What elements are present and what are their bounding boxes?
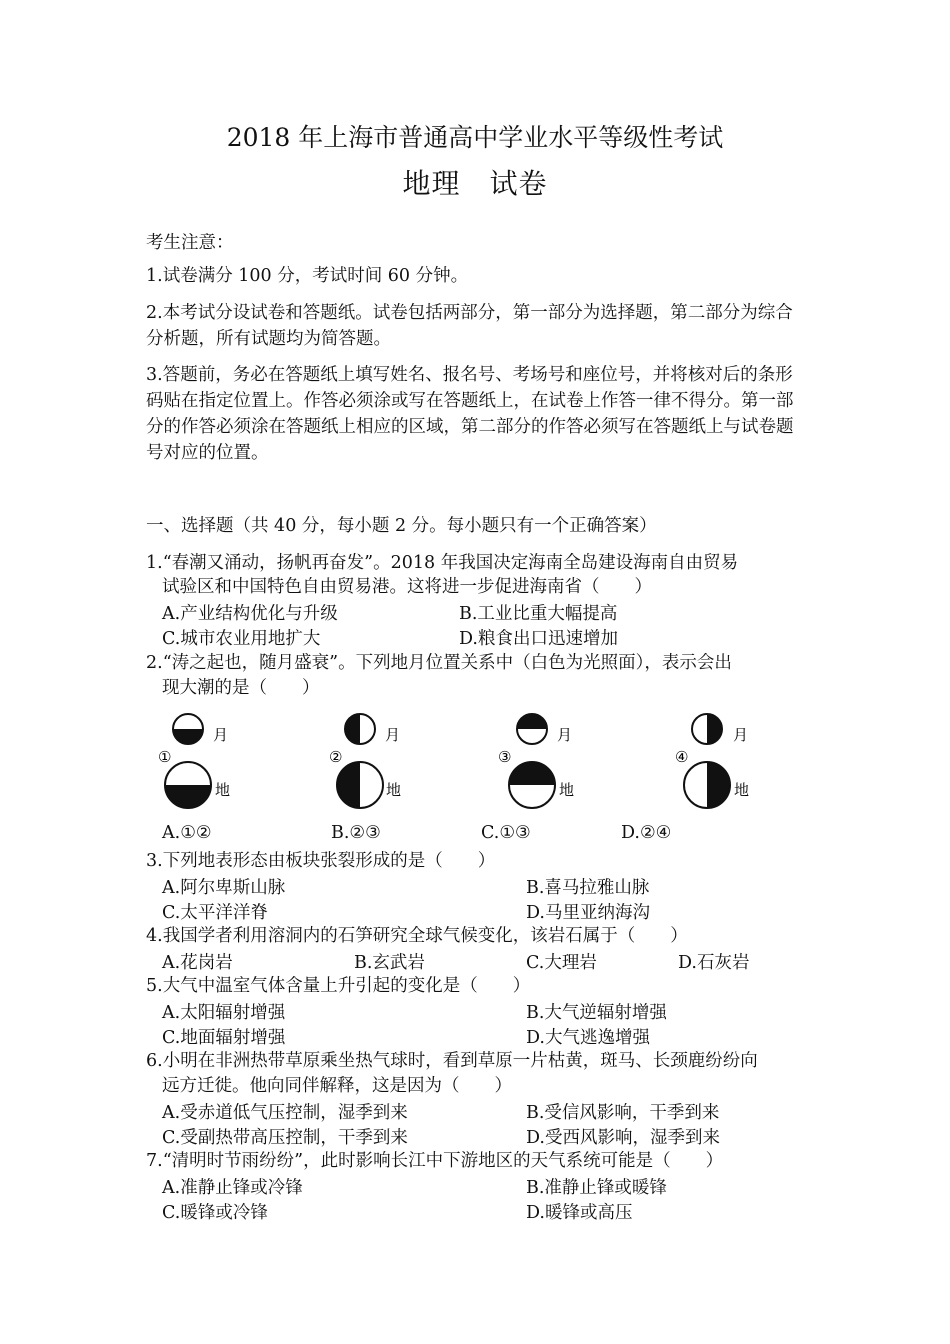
diagram-number-2: ② — [329, 748, 343, 766]
q1-option-a: A.产业结构优化与升级 — [162, 604, 338, 624]
earth-label-1: 地 — [215, 781, 231, 799]
question-6-line2: 远方迁徙。他向同伴解释，这是因为（ ） — [162, 1076, 512, 1096]
q5-option-c: C.地面辐射增强 — [162, 1028, 286, 1048]
question-4: 4.我国学者利用溶洞内的石笋研究全球气候变化，该岩石属于（ ） — [146, 926, 688, 946]
question-7: 7.“清明时节雨纷纷”，此时影响长江中下游地区的天气系统可能是（ ） — [146, 1151, 724, 1171]
q1-option-d: D.粮食出口迅速增加 — [459, 629, 618, 649]
diagram-option-3 — [498, 712, 574, 808]
notice-item-1: 1.试卷满分 100 分，考试时间 60 分钟。 — [146, 266, 469, 286]
moon-label-3: 月 — [557, 726, 573, 744]
q2-option-b: B.②③ — [331, 823, 381, 843]
q5-option-d: D.大气逃逸增强 — [526, 1028, 650, 1048]
q3-option-a: A.阿尔卑斯山脉 — [162, 878, 286, 898]
exam-subtitle: 地理 试卷 — [402, 167, 548, 200]
notice-heading: 考生注意： — [146, 233, 234, 253]
question-5: 5.大气中温室气体含量上升引起的变化是（ ） — [146, 976, 531, 996]
question-1-line2: 试验区和中国特色自由贸易港。这将进一步促进海南省（ ） — [162, 577, 652, 597]
question-3: 3.下列地表形态由板块张裂形成的是（ ） — [146, 851, 496, 871]
moon-label-1: 月 — [213, 726, 229, 744]
moon-label-2: 月 — [385, 726, 401, 744]
notice-item-3: 3.答题前，务必在答题纸上填写姓名、报名号、考场号和座位号，并将核对后的条形码贴在指定位置上。作答必须涂或写在答题纸上，在试卷上作答一律不得分。第一部分的作答必须涂在答题纸上相应的区域，第二部分的作答必须写在答题纸上与试卷题号对应的位置。 — [146, 365, 794, 463]
question-2-line2: 现大潮的是（ ） — [162, 678, 320, 698]
diagram-option-2 — [329, 712, 401, 810]
earth-label-3: 地 — [559, 781, 575, 799]
diagram-option-4 — [675, 712, 749, 810]
q4-option-b: B.玄武岩 — [354, 953, 425, 973]
q2-option-c: C.①③ — [481, 823, 531, 843]
moon-phase-diagram — [150, 708, 770, 813]
q6-option-a: A.受赤道低气压控制，湿季到来 — [162, 1103, 408, 1123]
diagram-number-3: ③ — [498, 748, 512, 766]
question-1-line1: 1.“春潮又涌动，扬帆再奋发”。2018 年我国决定海南全岛建设海南自由贸易 — [146, 553, 739, 573]
question-6-line1: 6.小明在非洲热带草原乘坐热气球时，看到草原一片枯黄，斑马、长颈鹿纷纷向 — [146, 1051, 758, 1071]
q7-option-c: C.暖锋或冷锋 — [162, 1203, 268, 1223]
q3-option-b: B.喜马拉雅山脉 — [526, 878, 650, 898]
earth-label-4: 地 — [734, 781, 750, 799]
q6-option-b: B.受信风影响，干季到来 — [526, 1103, 720, 1123]
diagram-number-1: ① — [158, 748, 172, 766]
q4-option-c: C.大理岩 — [526, 953, 597, 973]
q6-option-c: C.受副热带高压控制，干季到来 — [162, 1128, 408, 1148]
q2-option-a: A.①② — [162, 823, 212, 843]
notice-item-2: 2.本考试分设试卷和答题纸。试卷包括两部分，第一部分为选择题，第二部分为综合分析题，所有试题均为简答题。 — [146, 303, 793, 349]
q6-option-d: D.受西风影响，湿季到来 — [526, 1128, 720, 1148]
moon-label-4: 月 — [733, 726, 749, 744]
q7-option-b: B.准静止锋或暖锋 — [526, 1178, 667, 1198]
q3-option-c: C.太平洋洋脊 — [162, 903, 268, 923]
q5-option-b: B.大气逆辐射增强 — [526, 1003, 667, 1023]
section-heading: 一、选择题（共 40 分，每小题 2 分。每小题只有一个正确答案） — [146, 516, 657, 536]
q3-option-d: D.马里亚纳海沟 — [526, 903, 650, 923]
q2-option-d: D.②④ — [621, 823, 672, 843]
q4-option-d: D.石灰岩 — [678, 953, 750, 973]
q1-option-c: C.城市农业用地扩大 — [162, 629, 321, 649]
exam-title: 2018 年上海市普通高中学业水平等级性考试 — [226, 123, 724, 152]
q7-option-a: A.准静止锋或冷锋 — [162, 1178, 303, 1198]
q5-option-a: A.太阳辐射增强 — [162, 1003, 286, 1023]
diagram-option-1 — [158, 714, 230, 811]
q4-option-a: A.花岗岩 — [162, 953, 233, 973]
q1-option-b: B.工业比重大幅提高 — [459, 604, 618, 624]
earth-label-2: 地 — [386, 781, 402, 799]
question-2-line1: 2.“涛之起也，随月盛衰”。下列地月位置关系中（白色为光照面），表示会出 — [146, 653, 732, 673]
diagram-number-4: ④ — [675, 748, 689, 766]
q7-option-d: D.暖锋或高压 — [526, 1203, 633, 1223]
